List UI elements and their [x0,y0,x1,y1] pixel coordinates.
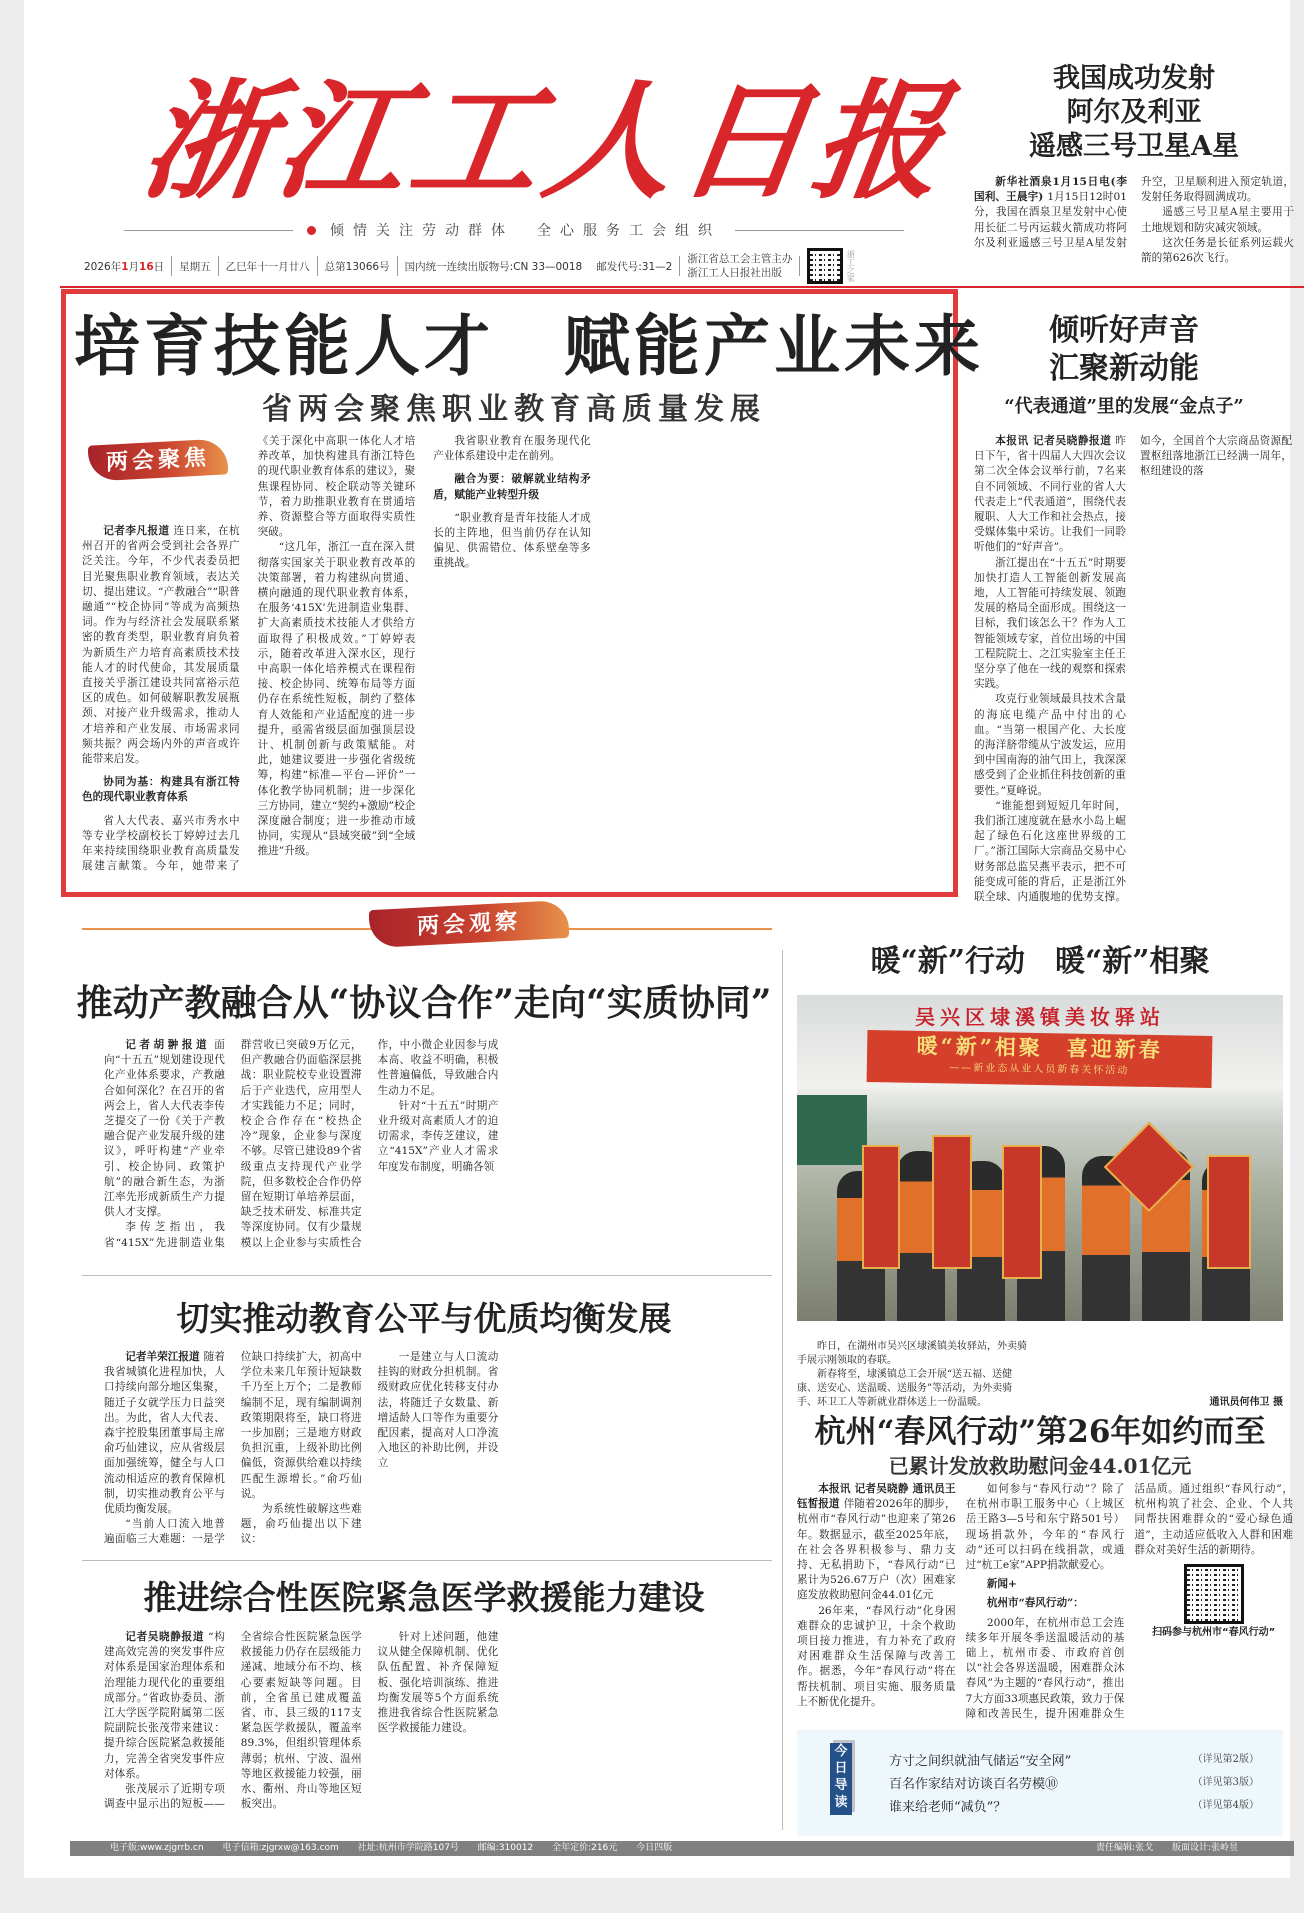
article-body-chanjiao [104,1038,772,1260]
publisher [687,252,792,280]
article-paragraph [797,1482,956,1604]
article-paragraph [1141,205,1294,235]
paragraph-text: 这次任务是长征系列运载火箭的第626次飞行。 [1141,236,1294,265]
paragraph-text: 针对上述问题，他建议从健全保障机制、优化队伍配置、补齐保障短板、强化培训演练、推进均衡发展等5个方面系统推进我省综合性医院紧急医学救援能力建设。 [377,1631,499,1735]
footer-bar [70,1841,1294,1856]
byline: 记者吴晓静报道 [125,1631,205,1643]
headline-chunfeng[interactable]: 杭州“春风行动”第26年如约而至 [814,1414,1266,1450]
article-paragraph [378,1099,499,1175]
paragraph-text: 省人大代表、嘉兴市秀水中等专业学校副校长丁婷婷过去几年来持续围绕职业教育高质量发展建言献策。今年，她带来了《关于深化中高职一体化人才培养改革，加快构建具有浙江特色的现代职业教育体系的建议》，聚焦课程协同、校企联动等关键环节，着力助推职业教育在贯通培养、资源整合等方面取得实质性突破。 [82,435,416,873]
lead-subheadline: 省两会聚焦职业教育高质量发展 [262,392,766,427]
news-photo[interactable] [797,995,1283,1321]
masthead-logo: 浙江工人日报 [133,67,959,217]
article-subheading [82,775,240,805]
byline: 本报讯 记者吴晓静报道 [995,435,1112,447]
banner-text: 暖“新”相聚 喜迎新春 [916,1032,1163,1063]
photo-credit: 通讯员何伟卫 摄 [1209,1397,1283,1408]
chunfeng-qr-block [1134,1558,1293,1639]
paragraph-text: 随着我省城镇化进程加快，人口持续向部分地区集聚，随迁子女就学压力日益突出。为此，省人大代表、森宇控股集团董事局主席俞巧仙建议，应从省级层面加强统筹，健全与人口流动相适应的教育保障机制，切实推动教育公平与优质均衡发展。 [104,1351,225,1516]
guide-item-title: 方寸之间织就油气储运“安全网” [889,1754,1072,1769]
article-paragraph [82,524,240,767]
headline-line: 阿尔及利亚 [1066,97,1202,128]
footer-web[interactable]: 电子版:www.zjgrrb.cn [110,1843,204,1853]
photo-caption [797,1340,1283,1410]
guide-label: 今日导读 [830,1743,852,1815]
footer-designer: 版面设计:张岭昱 [1171,1843,1238,1853]
divider [735,230,904,231]
article-paragraph [378,1350,499,1472]
couplet-scroll [862,1145,900,1269]
side-lead-article-body [974,434,1292,919]
weekday: 星期五 [179,260,211,273]
headline-line: 我国成功发射 [1053,63,1215,94]
newspaper-page [24,0,1294,1878]
header-divider [60,286,1304,288]
article-paragraph [433,434,591,464]
paragraph-text: 如何参与“春风行动”？除了在杭州市职工服务中心（上城区岳王路3—5号和东宁路501号）现场捐款外，今年的“春风行动”还可以扫码在线捐款，或通过“杭工e家”APP捐款献爱心。 [965,1483,1125,1572]
photo-sign-text: 吴兴区埭溪镇美妆驿站 [915,1005,1165,1029]
article-paragraph [104,1630,225,1782]
article-paragraph [1141,236,1294,266]
section-label: 两会聚焦 [88,438,228,481]
qr-code-icon[interactable] [1184,1564,1244,1624]
issue-info-bar [84,252,856,280]
footer-price: 全年定价:216元 [552,1843,618,1853]
photo-banner [867,1030,1213,1088]
paragraph-text: 融合为要：破解就业结构矛盾，赋能产业转型升级 [433,473,591,501]
section-label-observation: 两会观察 [369,900,569,948]
divider [82,1560,772,1561]
paragraph-text: 我省职业教育在服务现代化产业体系建设中走在前列。 [433,435,591,463]
caption-left [797,1340,1032,1410]
article-body-jiaoyu [104,1350,772,1550]
paragraph-text: “当前人口流入地普遍面临三大难题：一是学位缺口持续扩大，初高中学位未来几年预计短缺数千乃至上万个；二是教师编制不足，现有编制调剂政策期限将至，缺口将进一步加剧；三是地方财政负担沉重，上级补助比例偏低，资源供给难以持续匹配生源增长。”俞巧仙说。 [104,1351,362,1546]
date-month: 1 [121,260,129,273]
couplet-scroll [1002,1145,1042,1279]
article-paragraph [974,434,1126,556]
divider [124,230,293,231]
article-subheading [966,1596,1125,1611]
footer-zip: 邮编:310012 [477,1843,534,1853]
guide-item-title: 谁来给老师“减负”？ [889,1800,1007,1815]
byline: 记者胡翀报道 [125,1039,211,1051]
guide-item[interactable] [889,1750,1259,1769]
publisher-line: 浙江工人日报社出版 [687,267,782,279]
article-paragraph [104,1038,225,1220]
paragraph-text: 协同为基：构建具有浙江特色的现代职业教育体系 [82,776,240,804]
section-label-block [82,434,240,524]
paragraph-text: “谁能想到短短几年时间，我们浙江速度就在悬水小岛上崛起了绿色石化这座世界级的工厂。”浙江国际大宗商品交易中心财务部总监吴燕平表示，把不可能变成可能的背后，正是浙江外联全球、内通腹地的优势支撑。如今，全国首个大宗商品资源配置枢纽落地浙江已经满一周年，枢纽建设的落 [974,435,1292,904]
issue-number: 总第13066号 [324,260,390,273]
column-divider [782,950,783,1830]
caption-text: 昨日，在湖州市吴兴区埭溪镇美妆驿站，外卖骑手展示刚领取的春联。 [797,1341,1027,1366]
qr-caption: 扫码参与杭州市“春风行动” [1152,1627,1276,1639]
article-paragraph [104,1350,225,1517]
headline-yiyuan[interactable]: 推进综合性医院紧急医学救援能力建设 [143,1578,705,1617]
divider [82,1275,772,1276]
guide-item-page: （详见第4版） [1192,1800,1259,1811]
date-unit: 日 [153,260,165,273]
article-paragraph [797,1604,956,1710]
qr-code-icon[interactable] [807,248,843,284]
awning [797,1095,867,1165]
publisher-line: 浙江省总工会主管主办 [687,253,793,265]
qr-label: 浙工之家 [846,250,856,282]
paragraph-text: 张茂展示了近期专项调查中显示出的短板——全省综合性医院紧急医学救援能力仍存在层级能力递减、地域分布不均、核心要素短缺等问题。目前，全省虽已建成覆盖省、市、县三级的117支紧急医学救援队，覆盖率89.3%，但组织管理体系薄弱；杭州、宁波、温州等地区救援能力较强，丽水、衢州、舟山等地区短板突出。 [104,1631,362,1811]
paragraph-text: 一是建立与人口流动挂钩的财政分担机制。省级财政应优化转移支付办法，将随迁子女数量、新增适龄人口等作为重要分配因素，提高对人口净流入地区的补助比例，并设立 [377,1351,499,1470]
article-paragraph [974,692,1126,798]
issue-date [84,259,164,274]
article-paragraph [378,1630,499,1736]
date-day: 16 [139,260,154,273]
dot-icon [307,226,316,235]
headline-chanjiao[interactable]: 推动产教融合从“协议合作”走向“实质协同” [76,982,772,1024]
lunar-date: 乙巳年十一月廿八 [225,260,310,273]
paragraph-text: 1月15日12时01分，我国在酒泉卫星发射中心使用长征二号丙运载火箭成功将阿尔及利亚遥感三号卫星A星发射升空，卫星顺利进入预定轨道，发射任务取得圆满成功。 [974,176,1294,249]
paragraph-text: 杭州市“春风行动”： [986,1597,1084,1610]
satellite-article-body [974,175,1294,280]
paragraph-text: 李传芝指出，我省“415X”先进制造业集群营收已突破9万亿元，但产教融合仍面临深层挑战：职业院校专业设置滞后于产业迭代，应用型人才实践能力不足；同时，校企合作存在“校热企冷”现象，企业参与深度不够。尽管已建设89个省级重点支持现代产业学院，但多数校企合作仍停留在短期订单培养层面，缺乏技术研发、标准共定等深度协同。仅有少量规模以上企业参与实质性合作，中小微企业因参与成本高、收益不明确，积极性普遍偏低，导致融合内生动力不足。 [104,1039,499,1249]
todays-guide [797,1730,1283,1836]
subheadline-chunfeng: 已累计发放救助慰问金44.01亿元 [888,1454,1192,1478]
paragraph-text: 为系统性破解这些难题，俞巧仙提出以下建议： [240,1503,362,1546]
date-unit: 月 [128,260,140,273]
side-lead-headline[interactable] [974,312,1274,388]
byline: 本报讯 记者吴晓静 通讯员王钰皙报道 [797,1483,956,1511]
paragraph-text: 面向“十五五”规划建设现代化产业体系要求，产教融合如何深化？在召开的省两会上，省人大代表李传芝提交了一份《关于产教融合促产业发展升级的建议》，呼吁构建“产业牵引、校企协同、政策护航”的融合新生态，为浙江率先形成新质生产力提供人才支撑。 [104,1039,225,1219]
date-year: 2026年 [84,260,122,273]
headline-nuanxin[interactable]: 暖“新”行动 暖“新”相聚 [870,944,1210,979]
paragraph-text: 浙江提出在“十五五”时期要加快打造人工智能创新发展高地，人工智能可持续发展、领跑发展的格局全面形成。围绕这一目标，我们该怎么干？作为人工智能领域专家，首位出场的中国工程院院士、之江实验室主任王坚分享了他在一线的观察和探索实践。 [974,556,1126,691]
guide-item-page: （详见第2版） [1192,1754,1259,1765]
guide-item-page: （详见第3版） [1192,1777,1259,1788]
paragraph-text: 连日来，在杭州召开的省两会受到社会各界广泛关注。今年，不少代表委员把目光聚焦职业教育领域，表达关切、提出建议。“产教融合”“职普融通”“校企协同”等成为高频热词。作为与经济社会发展联系紧密的教育类型，职业教育肩负着为新质生产力培育高素质技术技能人才的时代使命，其发展质量直接关乎浙江建设共同富裕示范区的成色。如何破解职教发展瓶颈、对接产业升级需求，推动人才培养和产业发展、市场需求同频共振？两会场内外的声音或许能带来启发。 [82,525,240,766]
couplet-scroll [932,1135,972,1269]
cn-number: 国内统一连续出版物号:CN 33—0018 [404,260,583,273]
paragraph-text: 针对“十五五”时期产业升级对高素质人才的迫切需求，李传芝建议，建立“415X”产业人才需求年度发布制度，明确各领 [377,1099,499,1173]
article-body-chunfeng [797,1482,1293,1728]
paragraph-text: 2000年，在杭州市总工会连续多年开展冬季送温暖活动的基础上，杭州市委、市政府首创以“社会各界送温暖，困难群众沐春风”为主题的“春风行动”，推出7大方面33项惠民政策，致力于保障和改善民生，提升困难群众生活品质。通过组织“春风行动”，杭州构筑了社会、企业、个人共同帮扶困难群众的“爱心绿色通道”，主动适应低收入人群和困难群众对美好生活的新期待。 [965,1483,1293,1720]
guide-item[interactable] [889,1796,1259,1815]
byline: 记者羊荣江报道 [125,1351,200,1363]
paragraph-text: 昨日下午，省十四届人大四次会议第二次全体会议举行前，7名来自不同领域、不同行业的省人大代表走上“代表通道”，围绕代表履职、人大工作和社会热点，接受媒体集中采访。让我们一同聆听他们的“好声音”。 [974,435,1126,554]
paragraph-text: 26年来，“春风行动”化身困难群众的忠诚护卫，十余个救助项目接力推进，有力补充了政府对困难群众生活保障与改善工作。据悉，今年“春风行动”将在帮扶机制、项目实施、服务质量上不断优化提升。 [797,1604,956,1708]
headline-line: 倾听好声音 [1049,313,1199,348]
article-paragraph [433,511,591,572]
slogan-text: 倾情关注劳动群体 全心服务工会组织 [330,223,721,239]
article-paragraph [258,540,416,859]
lead-headline[interactable]: 培育技能人才 赋能产业未来 [74,307,984,385]
banner-subtext: ——新业态从业人员新春关怀活动 [949,1062,1130,1077]
footer-email[interactable]: 电子信箱:zjgrxw@163.com [222,1843,339,1853]
couplet-scroll [1207,1155,1251,1269]
article-paragraph [966,1482,1125,1573]
caption-text: 新春将至，埭溪镇总工会开展“送五福、送健康、送安心、送温暖、送服务”等活动，为外卖骑手、环卫工人等新就业群体送上一份温暖。 [797,1369,1013,1408]
byline: 新华社酒泉1月15日电(李国利、王晨宇) [974,176,1127,204]
paragraph-text: 攻克行业领域最具技术含量的海底电缆产品中付出的心血。“当第一根国产化、大长度的海洋脐带缆从宁波发运，应用到中国南海的油气田上，我深深感受到了企业抓住科技创新的重要性。”夏峰说。 [974,693,1126,797]
guide-item[interactable] [889,1773,1259,1792]
article-subheading [966,1577,1125,1592]
masthead-slogan [124,220,904,240]
footer-pages: 今日四版 [636,1843,673,1853]
satellite-headline [984,62,1284,164]
article-paragraph [974,556,1126,693]
paragraph-text: “这几年，浙江一直在深入贯彻落实国家关于职业教育改革的决策部署，着力构建纵向贯通、横向融通的现代职业教育体系，在服务‘415X’先进制造业集群、扩大高素质技术技能人才供给方面取得了积极成效。”丁婷婷表示，随着改革进入深水区，现行中高职一体化培养模式在课程衔接、校企协同、统筹布局等方面仍存在系统性短板，制约了整体育人效能和产业适配度的进一步提升，亟需省级层面加强顶层设计、机制创新与政策赋能。对此，她建议要进一步强化省级统筹，构建“标准—平台—评价”一体化教学协同机制；进一步深化三方协同，建立“契约+激励”校企深度融合制度；进一步推动市域协同，实现从“县域突破”到“全域推进”升级。 [257,541,416,858]
article-paragraph [241,1502,362,1548]
paragraph-text: “职业教育是青年技能人才成长的主阵地，但当前仍存在认知偏见、供需错位、体系壁垒等多重挑战。 [433,511,591,570]
paragraph-text: “构建高效完善的突发事件应对体系是国家治理体系和治理能力现代化的重要组成部分。”省政协委员、浙江大学医学院附属第二医院副院长张茂带来建议：提升综合医院紧急救援能力，完善全省突发事件应对体系。 [104,1631,225,1780]
paragraph-text: 遥感三号卫星A星主要用于土地规划和防灾减灾领域。 [1141,206,1294,234]
paragraph-text: 新闻+ [986,1578,1017,1591]
article-body-yiyuan [104,1630,772,1826]
side-lead-subheadline: “代表通道”里的发展“金点子” [1004,396,1244,417]
footer-address: 社址:杭州市学院路107号 [357,1843,459,1853]
postal-code: 邮发代号:31—2 [596,260,673,273]
footer-editor: 责任编辑:张戈 [1096,1843,1154,1853]
lead-article-body [82,434,942,880]
guide-item-title: 百名作家结对访谈百名劳模⑩ [889,1777,1059,1792]
byline: 记者李凡报道 [103,525,170,537]
headline-jiaoyu[interactable]: 切实推动教育公平与优质均衡发展 [176,1299,672,1338]
headline-line: 汇聚新动能 [1049,351,1199,386]
headline-line: 遥感三号卫星A星 [1029,131,1239,162]
article-subheading [433,472,591,502]
paragraph-text: 伴随着2026年的脚步，杭州市“春风行动”也迎来了第26年。数据显示，截至2025年底，在社会各界积极参与、鼎力支持、无私捐助下，“春风行动”已累计为526.67万户（次）困难家庭发放救助慰问金44.01亿元 [797,1498,956,1602]
